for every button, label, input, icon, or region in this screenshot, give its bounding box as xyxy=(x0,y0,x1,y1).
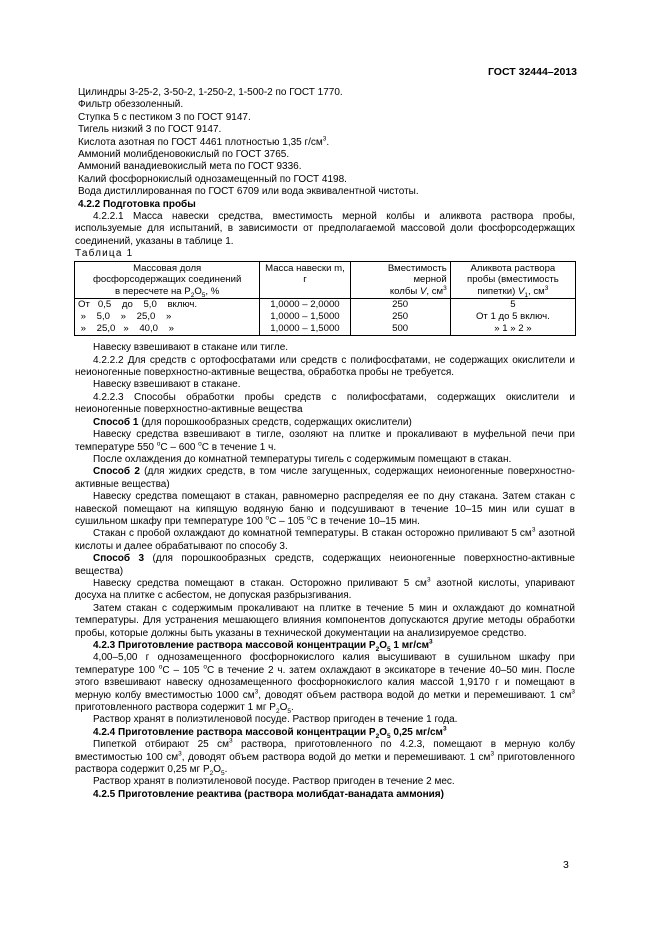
method-3-heading: Способ 3 (для порошкообразных средств, содержащих неионогенные поверхностно-активные вещества) xyxy=(75,553,575,577)
material-item: Кислота азотная по ГОСТ 4461 плотностью 1,35 $г/см^3$. xyxy=(78,135,330,148)
method-2-heading: Способ 2 (для жидких средств, в том числе загущенных, содержащих неионогенные поверхностно-активные вещества) xyxy=(75,466,575,490)
material-item: Аммоний ванадиевокислый мета по ГОСТ 9336. xyxy=(78,161,302,173)
cell-volume: 500 xyxy=(350,323,450,336)
paragraph: Навеску взвешивают в стакане или тигле. xyxy=(93,342,289,354)
cell-mass: 1,0000 – 1,5000 xyxy=(260,311,350,323)
column-header-aliquot: Аликвота раствора пробы (вместимость пипетки) $V_1$, $см^3$ xyxy=(450,261,575,299)
material-item: Тигель низкий 3 по ГОСТ 9147. xyxy=(78,124,222,136)
material-item: Фильтр обеззоленный. xyxy=(78,99,184,111)
material-item: Аммоний молибденовокислый по ГОСТ 3765. xyxy=(78,149,290,161)
paragraph-4-2-2-2: 4.2.2.2 Для средств с ортофосфатами или средств с полифосфатами, не содержащих окислители и неионогенные поверхностно-активные вещества, обработка пробы не требуется. xyxy=(75,354,575,379)
material-item: Калий фосфорнокислый однозамещенный по ГОСТ 4198. xyxy=(78,173,347,185)
section-heading-4-2-2: 4.2.2 Подготовка пробы xyxy=(78,198,196,210)
paragraph: Стакан с пробой охлаждают до комнатной температуры. В стакан осторожно приливают 5 $см^3$ азотной кислоты и далее обрабатывают по способу 3. xyxy=(75,527,575,552)
table-row xyxy=(75,299,576,311)
paragraph: Затем стакан с содержимым прокаливают на плитке в течение 5 мин и охлаждают до комнатной температуры. Для устранения мешающего влияния компонентов допускаются другие методы обработки пробы, которые должны быть указаны в технической документации на анализируемое средство. xyxy=(75,602,575,639)
table-row xyxy=(75,311,576,323)
section-heading-4-2-3: 4.2.3 Приготовление раствора массовой концентрации $P_2O_5$ 1 $мг/см^3$ xyxy=(93,638,433,653)
column-header-mass-fraction: Массовая доля фосфорсодержащих соединений в пересчете на $P_2O_5$, % xyxy=(75,261,260,299)
table-row xyxy=(75,323,576,336)
paragraph-4-2-2-3: 4.2.2.3 Способы обработки пробы средств с полифосфатами, содержащих окислители и неионогенные поверхностно-активные вещества xyxy=(75,391,575,416)
cell-range: » 5,0 » 25,0 » xyxy=(75,311,260,323)
paragraph: Навеску средства помещают в стакан. Осторожно приливают 5 $см^3$ азотной кислоты, упаривают досуха на плитке с асбестом, не допуская разбрызгивания. xyxy=(75,576,575,602)
material-item: Ступка 5 с пестиком 3 по ГОСТ 9147. xyxy=(78,111,251,123)
paragraph: Пипеткой отбирают 25 $см^3$ раствора, приготовленного по 4.2.3, помещают в мерную колбу вместимостью 100 $см^3$, доводят объем раствора водой до метки и перемешивают. 1 $см^3$ приготовленного раствора содержит 0,25 мг $P_2O_5$. xyxy=(75,737,575,778)
materials-list xyxy=(75,87,575,199)
paragraph: После охлаждения до комнатной температуры тигель с содержимым помещают в стакан. xyxy=(93,453,512,465)
table-header-row xyxy=(75,261,576,299)
cell-volume: 250 xyxy=(350,311,450,323)
page-number: 3 xyxy=(563,859,569,871)
material-item: Цилиндры 3-25-2, 3-50-2, 1-250-2, 1-500-2 по ГОСТ 1770. xyxy=(78,87,343,98)
paragraph: 4,00–5,00 г однозамещенного фосфорнокислого калия высушивают в сушильном шкафу при температуре 100 $^o$С – 105 $^o$С в течение 2 ч. затем охлаждают в эксикаторе в течение 40–50 мин. После этого взвешивают навеску однозамещенного фосфорнокислого калия массой 1,9170 г и помещают в мерную колбу вместимостью 1000 $см^3$, доводят объем раствора водой до метки и перемешивают. 1 $см^3$ приготовленного раствора содержит 1 мг $P_2O_5$. xyxy=(75,652,575,716)
document-code-header: ГОСТ 32444–2013 xyxy=(487,66,577,78)
cell-volume: 250 xyxy=(350,299,450,311)
page-content xyxy=(75,87,575,801)
column-header-flask-volume: Вместимость мерной колбы V, $см^3$ xyxy=(350,261,450,299)
cell-range: От 0,5 до 5,0 включ. xyxy=(75,299,260,311)
paragraph-4-2-2-1: 4.2.2.1 Масса навески средства, вместимость мерной колбы и аликвота раствора пробы, используемые для испытаний, в зависимости от предполагаемой массовой доли фосфорсодержащих соединений, указаны в таблице 1. xyxy=(75,211,575,247)
cell-mass: 1,0000 – 1,5000 xyxy=(260,323,350,336)
section-heading-4-2-4: 4.2.4 Приготовление раствора массовой концентрации $P_2O_5$ 0,25 $мг/см^3$ xyxy=(93,725,447,740)
cell-aliquot: От 1 до 5 включ. xyxy=(450,311,575,323)
material-item: Вода дистиллированная по ГОСТ 6709 или вода эквивалентной чистоты. xyxy=(78,186,419,198)
column-header-sample-mass: Масса навески m, г xyxy=(260,261,350,299)
table-1 xyxy=(74,261,576,337)
paragraph: Навеску средства взвешивают в тигле, озоляют на плитке и прокаливают в муфельной печи при температуре 550 $^o$С – 600 $^o$С в течение 1 ч. xyxy=(75,429,575,453)
cell-aliquot: » 1 » 2 » xyxy=(450,323,575,336)
cell-mass: 1,0000 – 2,0000 xyxy=(260,299,350,311)
cell-range: » 25,0 » 40,0 » xyxy=(75,323,260,336)
table-caption: Таблица 1 xyxy=(75,248,134,260)
method-1-heading: Способ 1 (для порошкообразных средств, содержащих окислители) xyxy=(93,416,412,428)
section-heading-4-2-5: 4.2.5 Приготовление реактива (раствора молибдат-ванадата аммония) xyxy=(93,788,444,800)
paragraph: Навеску средства помещают в стакан, равномерно распределяя ее по дну стакана. Затем стакан с навеской помещают на кипящую водяную баню и подсушивают в течение 10–15 мин или сушат в сушильном шкафу при температуре 100 $^o$С – 105 $^o$С в течение 10–15 мин. xyxy=(75,491,575,527)
paragraph: Раствор хранят в полиэтиленовой посуде. Раствор пригоден в течение 1 года. xyxy=(93,714,458,726)
paragraph: Навеску взвешивают в стакане. xyxy=(93,379,241,391)
cell-aliquot: 5 xyxy=(450,299,575,311)
paragraph: Раствор хранят в полиэтиленовой посуде. Раствор пригоден в течение 2 мес. xyxy=(93,776,455,788)
